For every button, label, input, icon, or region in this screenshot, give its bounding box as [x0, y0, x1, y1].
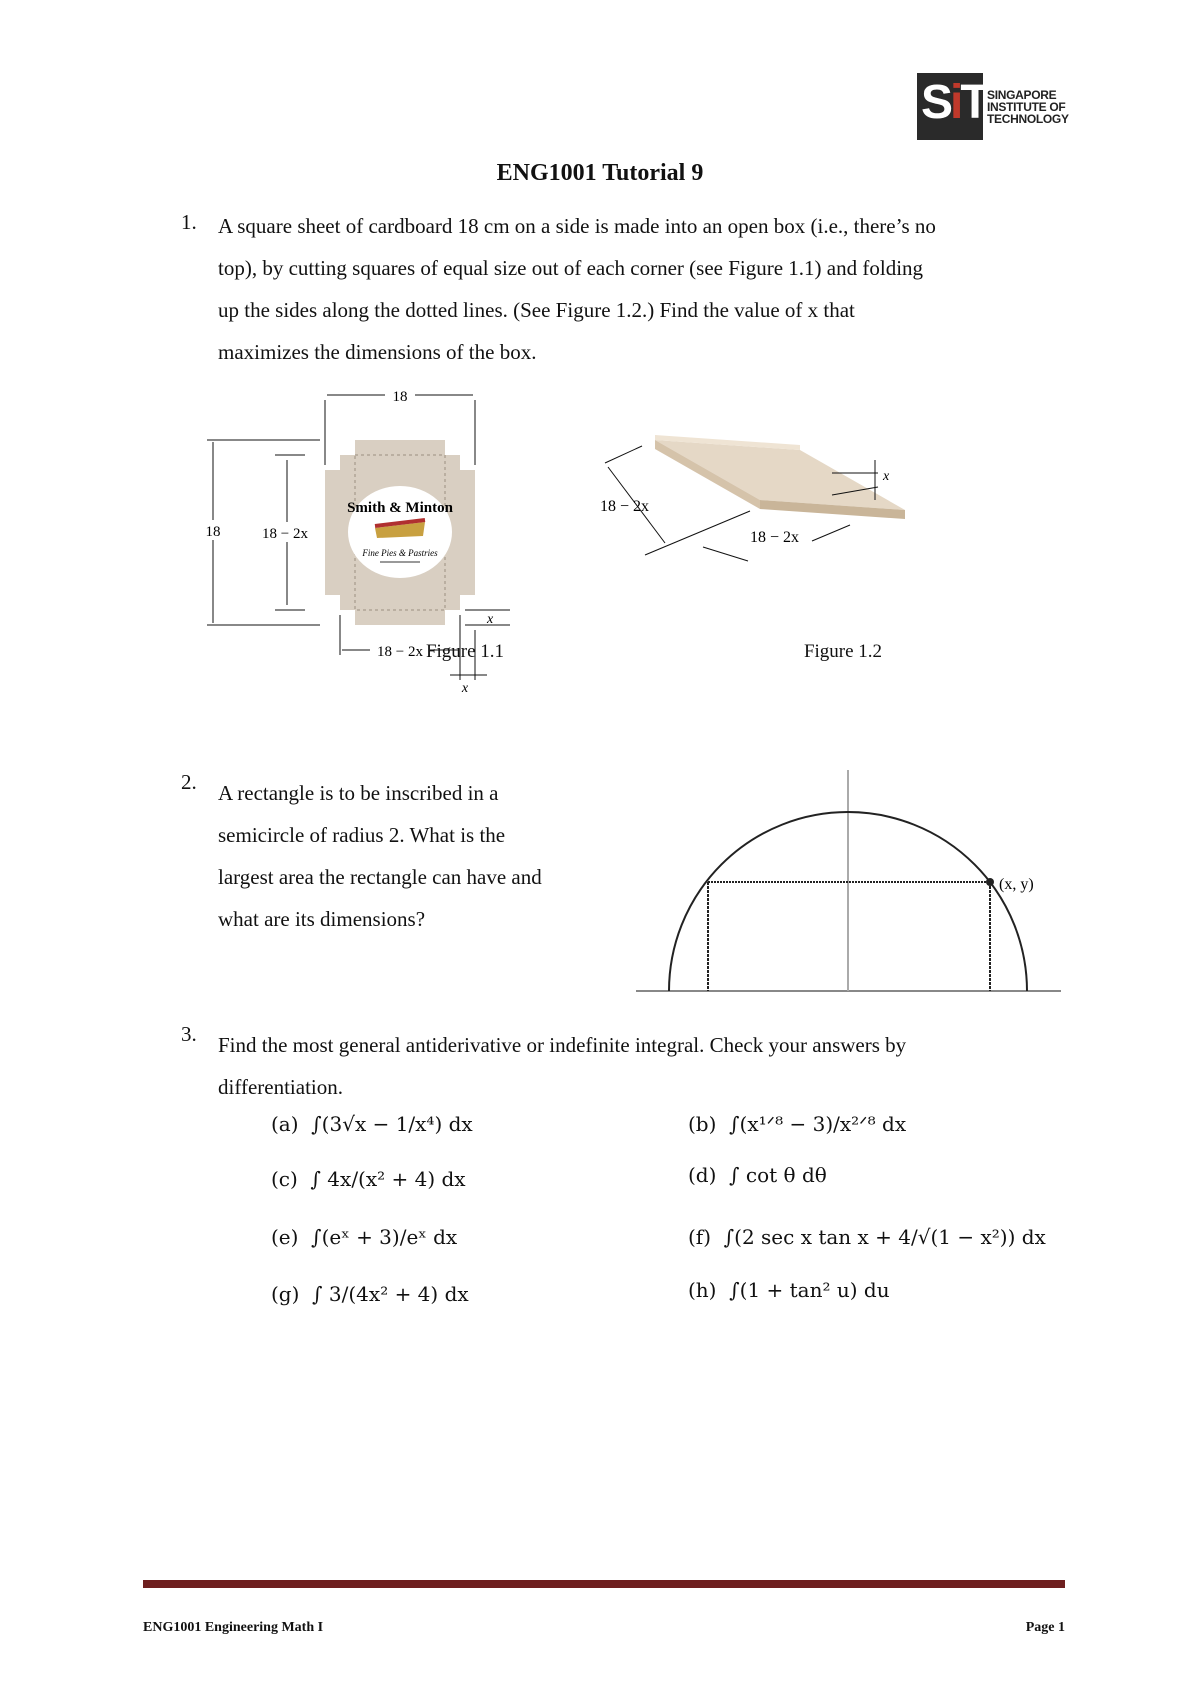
label-bottom-dim: 18 − 2x	[377, 644, 423, 660]
logo-line-2: INSTITUTE OF	[987, 100, 1066, 114]
logo-mark	[917, 73, 987, 140]
logo-letter-i: i	[950, 76, 961, 129]
logo-line-1: SINGAPORE	[987, 88, 1057, 102]
box-floor	[655, 440, 905, 510]
q3-number: 3.	[181, 1022, 197, 1046]
dim-left-ext-top	[605, 446, 642, 463]
point-xy-label: (x, y)	[999, 876, 1034, 893]
q3-expr-e: ∫(eˣ + 3)/eˣ dx	[311, 1225, 458, 1249]
q3-label-h: (h)	[688, 1278, 717, 1302]
q1-line-4: maximizes the dimensions of the box.	[218, 340, 537, 364]
box-net-right-flap	[460, 470, 475, 595]
logo-letter-t: T	[960, 76, 987, 129]
box-net-top-flap	[355, 440, 445, 455]
q3-label-d: (d)	[688, 1163, 717, 1187]
q2-number: 2.	[181, 770, 197, 794]
q3-label-e: (e)	[271, 1225, 299, 1249]
q3-label-a: (a)	[271, 1112, 299, 1136]
q3-expr-h: ∫(1 + tan² u) du	[729, 1278, 890, 1302]
q3-item-e	[271, 1225, 457, 1249]
q3-expr-f: ∫(2 sec x tan x + 4/√(1 − x²)) dx	[723, 1225, 1046, 1249]
q3-item-d	[688, 1163, 827, 1187]
label-left-dim: 18 − 2x	[600, 498, 650, 515]
logo-letter-s: S	[921, 76, 951, 129]
label-inner-dim: 18 − 2x	[262, 526, 308, 542]
label-18-top: 18	[392, 389, 408, 405]
logo-line-3: TECHNOLOGY	[987, 112, 1069, 126]
q3-label-b: (b)	[688, 1112, 717, 1136]
footer-course: ENG1001 Engineering Math I	[143, 1620, 324, 1635]
dim-left-ext-bottom	[645, 511, 750, 555]
q2-line-4: what are its dimensions?	[218, 907, 426, 931]
q3-item-f	[688, 1225, 1046, 1249]
q1-line-1: A square sheet of cardboard 18 cm on a side is made into an open box (i.e., there’s no	[218, 214, 936, 238]
box-net-left-flap	[325, 470, 340, 595]
q3-text	[218, 1024, 1098, 1108]
q3-expr-a: ∫(3√x − 1/x⁴) dx	[311, 1112, 473, 1136]
q3-label-f: (f)	[688, 1225, 712, 1249]
q3-expr-c: ∫ 4x/(x² + 4) dx	[310, 1167, 466, 1191]
q3-expr-b: ∫(x¹ᐟ⁸ − 3)/x²ᐟ⁸ dx	[729, 1112, 907, 1136]
q2-line-3: largest area the rectangle can have and	[218, 865, 542, 889]
label-x: x	[883, 469, 890, 484]
label-x-bottom: x	[461, 681, 469, 696]
q3-item-g	[271, 1282, 469, 1306]
brand-name: Smith & Minton	[347, 500, 453, 516]
q3-item-b	[688, 1112, 906, 1136]
logo-wordmark	[987, 89, 1069, 125]
q1-line-2: top), by cutting squares of equal size out of each corner (see Figure 1.1) and folding	[218, 256, 924, 280]
q2-line-1: A rectangle is to be inscribed in a	[218, 781, 499, 805]
q1-line-3: up the sides along the dotted lines. (See Figure 1.2.) Find the value of x that	[218, 298, 855, 322]
semicircle-figure	[636, 770, 1066, 1000]
q1-text	[218, 214, 1098, 382]
q3-line-2: differentiation.	[218, 1075, 343, 1099]
q3-item-h	[688, 1278, 890, 1302]
dim-bottom-line-b	[812, 525, 850, 541]
q2-line-2: semicircle of radius 2. What is the	[218, 823, 506, 847]
q3-label-c: (c)	[271, 1167, 298, 1191]
q3-expr-d: ∫ cot θ dθ	[729, 1163, 827, 1187]
sit-logo	[917, 73, 1067, 140]
q3-label-g: (g)	[271, 1282, 300, 1306]
q2-text	[218, 772, 618, 940]
q3-item-c	[271, 1167, 466, 1191]
q3-item-a	[271, 1112, 473, 1136]
q1-number: 1.	[181, 210, 197, 234]
box-net-bottom-flap	[355, 610, 445, 625]
footer-page-number: Page 1	[1025, 1620, 1065, 1635]
figure-1-1-caption: Figure 1.1	[425, 641, 505, 662]
dim-bottom-line-a	[703, 547, 748, 561]
label-18-left: 18	[205, 524, 221, 540]
q3-line-1: Find the most general antiderivative or indefinite integral. Check your answers by	[218, 1033, 907, 1057]
footer-rule	[143, 1580, 1065, 1588]
logo-letters	[921, 75, 987, 130]
figure-1-2-caption: Figure 1.2	[803, 641, 883, 662]
page-title: ENG1001 Tutorial 9	[496, 160, 704, 186]
figure-1-2	[600, 425, 980, 615]
q3-expr-g: ∫ 3/(4x² + 4) dx	[312, 1282, 469, 1306]
point-xy	[986, 878, 994, 886]
label-bottom-dim: 18 − 2x	[750, 529, 800, 546]
label-x-right: x	[487, 612, 494, 627]
brand-tagline: Fine Pies & Pastries	[362, 548, 438, 558]
